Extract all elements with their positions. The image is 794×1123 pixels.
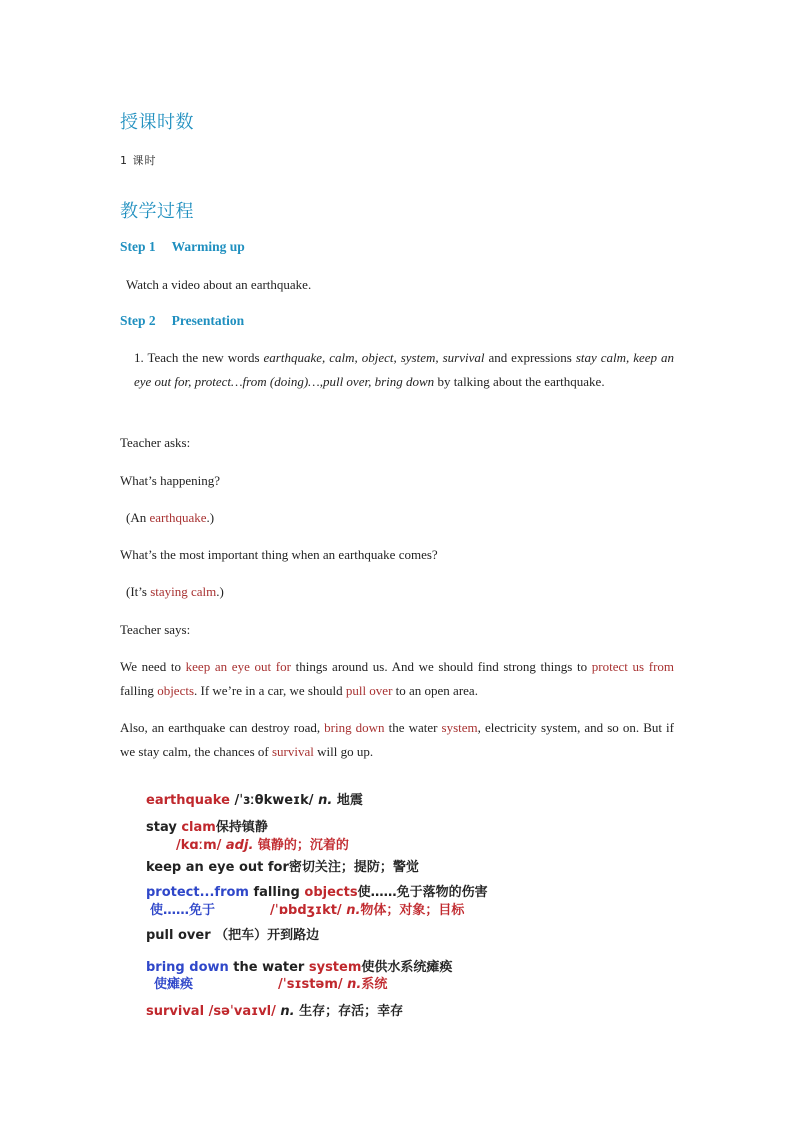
answer-1-key: earthquake xyxy=(149,510,207,525)
vocab-pos: n. xyxy=(347,977,362,992)
vocab-text: stay xyxy=(146,820,182,835)
vocab-meaning: 地震 xyxy=(336,793,363,808)
step2-label: Step 2 xyxy=(120,313,156,328)
answer-2 xyxy=(126,580,224,604)
vocab-line-protect-def xyxy=(150,899,464,918)
vocab-meaning: 生存；存活；幸存 xyxy=(299,1004,404,1019)
vocab-word: earthquake xyxy=(146,793,230,808)
p2-text-3: , electricity system, and so on. But if we stay calm, the chances of xyxy=(120,720,674,759)
step1-label: Step 1 xyxy=(120,239,156,254)
vocab-meaning: 使供水系统瘫痪 xyxy=(361,960,453,975)
step1-heading xyxy=(120,239,245,255)
vocab-meaning: 系统 xyxy=(361,977,388,992)
p1-text-5: to an open area. xyxy=(392,683,478,698)
vocab-meaning: 物体；对象；目标 xyxy=(360,903,465,918)
item1-expressions: stay calm, keep an eye out for, protect…from (doing)…,pull over, bring down xyxy=(134,350,674,389)
answer-2-key: staying calm xyxy=(150,584,217,599)
vocab-phonetic: /ˈɒbdʒɪkt/ xyxy=(270,903,342,918)
vocab-phonetic: /ˈɜːθkweɪk/ xyxy=(234,793,314,808)
answer-2-close: .) xyxy=(216,584,224,599)
p1-text-1: We need to xyxy=(120,659,186,674)
vocab-line-system-def xyxy=(154,973,387,992)
p1-text-4: . If we’re in a car, we should xyxy=(194,683,346,698)
p1-text-2: things around us. And we should find strong things to xyxy=(290,659,592,674)
vocab-word: protect...from xyxy=(146,885,249,900)
item1-prefix: 1. Teach the new words xyxy=(134,350,264,365)
p2-text-2: the water xyxy=(384,720,442,735)
vocab-line-earthquake xyxy=(146,789,363,808)
item1-mid: and expressions xyxy=(484,350,576,365)
p2-text-4: will go up. xyxy=(313,744,374,759)
hours-value: 1 课时 xyxy=(120,154,157,167)
vocab-meaning: 保持镇静 xyxy=(215,820,268,835)
vocab-meaning: 使……免于 xyxy=(150,903,216,918)
step1-text: Watch a video about an earthquake. xyxy=(126,277,312,292)
process-heading: 教学过程 xyxy=(120,201,194,222)
question-2: What’s the most important thing when an earthquake comes? xyxy=(120,547,438,562)
vocab-text: the water xyxy=(228,960,309,975)
p2-key-3: survival xyxy=(271,744,314,759)
vocab-line-keep-an-eye: keep an eye out for密切关注；提防；警觉 xyxy=(146,860,419,875)
hours-heading: 授课时数 xyxy=(120,112,194,133)
vocab-line-calm-def xyxy=(176,834,349,853)
answer-1-open: (An xyxy=(126,510,150,525)
vocab-pos: n. xyxy=(318,793,333,808)
vocabulary-image xyxy=(140,780,700,1025)
step2-heading xyxy=(120,313,244,329)
teaching-item-1 xyxy=(134,346,674,394)
p1-key-2: protect us from xyxy=(591,659,675,674)
p1-text-3: falling xyxy=(120,683,158,698)
step1-title: Warming up xyxy=(171,239,245,254)
p2-key-2: system xyxy=(441,720,478,735)
vocab-pos: adj. xyxy=(225,838,254,853)
vocab-meaning: 镇静的；沉着的 xyxy=(257,838,349,853)
question-1: What’s happening? xyxy=(120,473,220,488)
item1-words: earthquake, calm, object, system, survival xyxy=(263,350,485,365)
p2-text-1: Also, an earthquake can destroy road, xyxy=(120,720,325,735)
vocab-meaning: 使……免于落物的伤害 xyxy=(357,885,488,900)
vocab-word: survival xyxy=(146,1004,205,1019)
vocab-line-stay-calm xyxy=(146,816,268,835)
p1-key-3: objects xyxy=(157,683,195,698)
answer-2-open: (It’s xyxy=(126,584,151,599)
vocab-phonetic: /kɑːm/ xyxy=(176,838,222,853)
vocab-meaning: 使瘫痪 xyxy=(154,977,194,992)
teacher-asks-label: Teacher asks: xyxy=(120,435,191,450)
vocab-pos: n. xyxy=(280,1004,295,1019)
teacher-paragraph-1 xyxy=(120,655,674,703)
vocab-pos: n. xyxy=(346,903,361,918)
answer-1-close: .) xyxy=(206,510,215,525)
vocab-text: falling xyxy=(248,885,305,900)
p2-key-1: bring down xyxy=(324,720,385,735)
vocab-word: objects xyxy=(304,885,358,900)
vocab-line-survival xyxy=(146,1000,403,1019)
vocab-word: clam xyxy=(181,820,216,835)
p1-key-1: keep an eye out for xyxy=(185,659,291,674)
vocab-word: bring down xyxy=(146,960,229,975)
step2-title: Presentation xyxy=(171,313,245,328)
answer-1 xyxy=(126,506,214,530)
vocab-line-pull-over: pull over （把车）开到路边 xyxy=(146,928,320,943)
p1-key-4: pull over xyxy=(345,683,393,698)
vocab-phonetic: /ˈsɪstəm/ xyxy=(278,977,343,992)
vocab-line-protect xyxy=(146,881,488,900)
teacher-paragraph-2 xyxy=(120,716,674,764)
vocab-word: system xyxy=(308,960,362,975)
teacher-says-label: Teacher says: xyxy=(120,622,191,637)
vocab-phonetic: /səˈvaɪvl/ xyxy=(208,1004,276,1019)
item1-suffix: by talking about the earthquake. xyxy=(434,374,605,389)
